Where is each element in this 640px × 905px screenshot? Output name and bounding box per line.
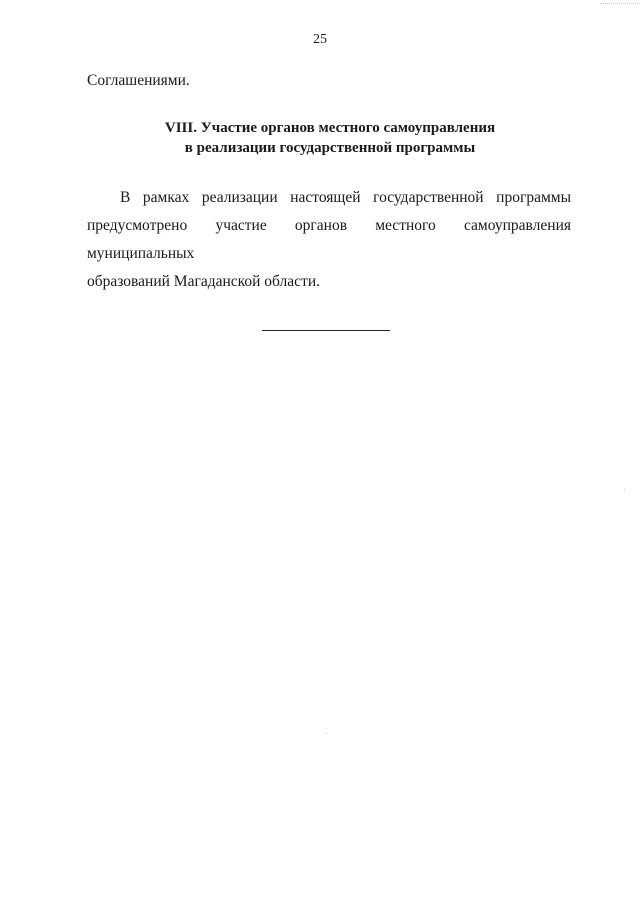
section-heading-line-2: в реализации государственной программы <box>184 140 476 156</box>
end-separator-line <box>262 330 390 331</box>
continued-text: Соглашениями. <box>87 72 190 89</box>
body-paragraph <box>87 184 571 296</box>
paragraph-line-3: образований Магаданской области. <box>87 273 320 290</box>
paragraph-line-2: предусмотрено участие органов местного самоуправления муниципальных <box>87 217 571 262</box>
section-heading-line-1: VIII. Участие органов местного самоуправления <box>164 120 496 136</box>
scan-speck <box>624 489 625 490</box>
paragraph-line-1: В рамках реализации настоящей государственной программы <box>120 189 571 206</box>
scan-speck <box>326 733 327 734</box>
section-heading <box>0 118 640 158</box>
page-number: 25 <box>313 32 327 47</box>
scan-edge-mark <box>600 0 640 4</box>
